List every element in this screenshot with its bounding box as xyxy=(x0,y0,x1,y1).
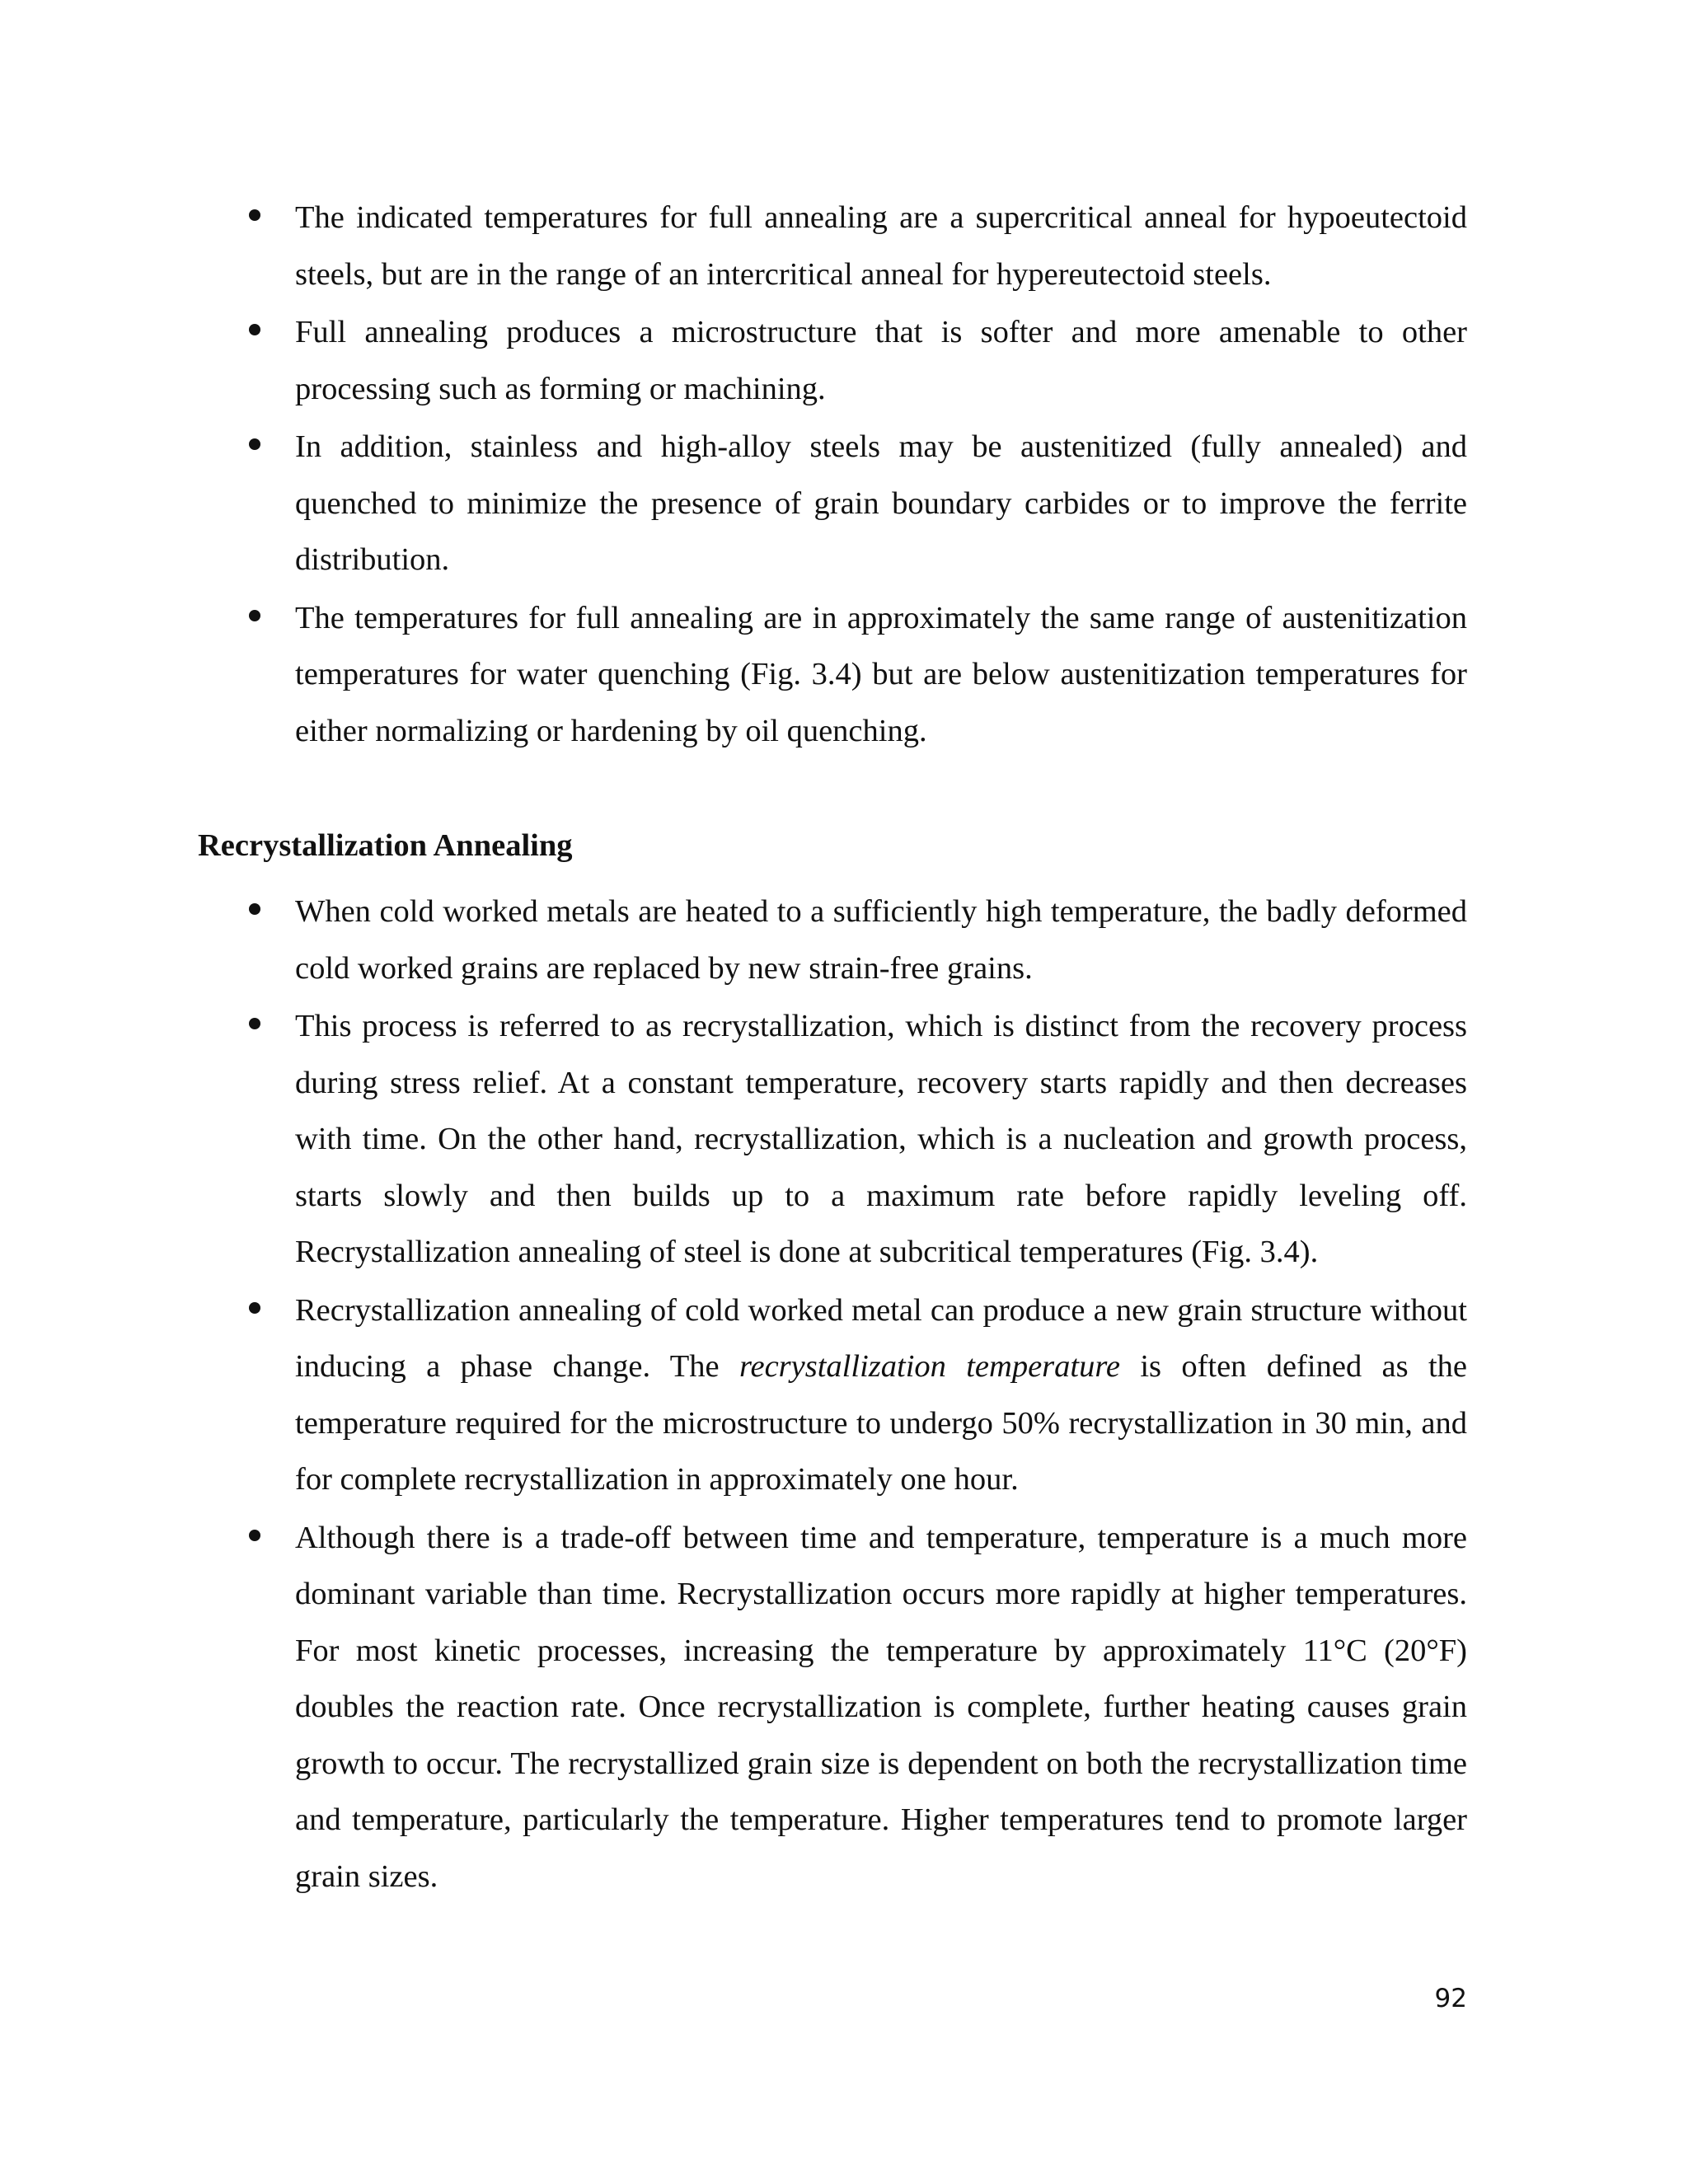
list-item-text: The indicated temperatures for full annealing are a supercritical anneal for hypoeutectoid steels, but are in the range of an intercritical anneal for hypereutectoid steels. xyxy=(295,200,1467,292)
list-item-text: In addition, stainless and high-alloy steels may be austenitized (fully annealed) and quenched to minimize the presence of grain boundary carbides or to improve the ferrite distribution. xyxy=(295,429,1467,577)
list-item-text: The temperatures for full annealing are in approximately the same range of austenitization temperatures for water quenching (Fig. 3.4) but are below austenitization temperatures for either normalizing or hardening by oil quenching. xyxy=(295,600,1467,748)
bullet-icon xyxy=(249,1018,260,1029)
bullet-icon xyxy=(249,903,260,915)
list-item-text: This process is referred to as recrystallization, which is distinct from the recovery process during stress relief. At a constant temperature, recovery starts rapidly and then decreases with time. On the other hand, recrystallization, which is a nucleation and growth process, starts slowly and then builds up to a maximum rate before rapidly leveling off. Recrystallization annealing of steel is done at subcritical temperatures (Fig. 3.4). xyxy=(295,1009,1467,1269)
list-item xyxy=(198,190,1467,302)
section-heading: Recrystallization Annealing xyxy=(198,828,573,863)
list-item xyxy=(198,998,1467,1281)
bullet-icon xyxy=(249,1302,260,1314)
list-item xyxy=(198,1510,1467,1905)
italic-term: recrystallization temperature xyxy=(738,1349,1120,1384)
bullet-icon xyxy=(249,610,260,621)
list-item-text: Full annealing produces a microstructure that is softer and more amenable to other processing such as forming or machining. xyxy=(295,315,1467,406)
list-item xyxy=(198,1282,1467,1508)
list-item xyxy=(198,419,1467,588)
bullet-icon xyxy=(249,438,260,450)
annealing-bullet-list xyxy=(198,190,1467,761)
list-item xyxy=(198,883,1467,996)
recrystallization-bullet-list xyxy=(198,883,1467,1906)
list-item-text: Although there is a trade-off between time and temperature, temperature is a much more dominant variable than time. Recrystallization occurs more rapidly at higher temperatures. For most kinetic processes, increasing the temperature by approximately 11°C (20°F) doubles the reaction rate. Once recrystallization is complete, further heating causes grain growth to occur. The recrystallized grain size is dependent on both the recrystallization time and temperature, particularly the temperature. Higher temperatures tend to promote larger grain sizes. xyxy=(295,1520,1467,1894)
list-item xyxy=(198,304,1467,417)
bullet-icon xyxy=(249,1530,260,1541)
bullet-icon xyxy=(249,324,260,335)
list-item-text: When cold worked metals are heated to a sufficiently high temperature, the badly deformed cold worked grains are replaced by new strain-free grains. xyxy=(295,894,1467,986)
list-item xyxy=(198,590,1467,760)
bullet-icon xyxy=(249,209,260,221)
list-item-text-start: Recrystallization annealing of cold worked metal can produce a new grain structure without inducing a phase change. The xyxy=(295,1292,1467,1384)
page-number: 92 xyxy=(1434,1984,1467,2013)
list-item-text-end: is often defined as the temperature required for the microstructure to undergo 50% recrystallization in 30 min, and for complete recrystallization in approximately one hour. xyxy=(295,1349,1467,1497)
